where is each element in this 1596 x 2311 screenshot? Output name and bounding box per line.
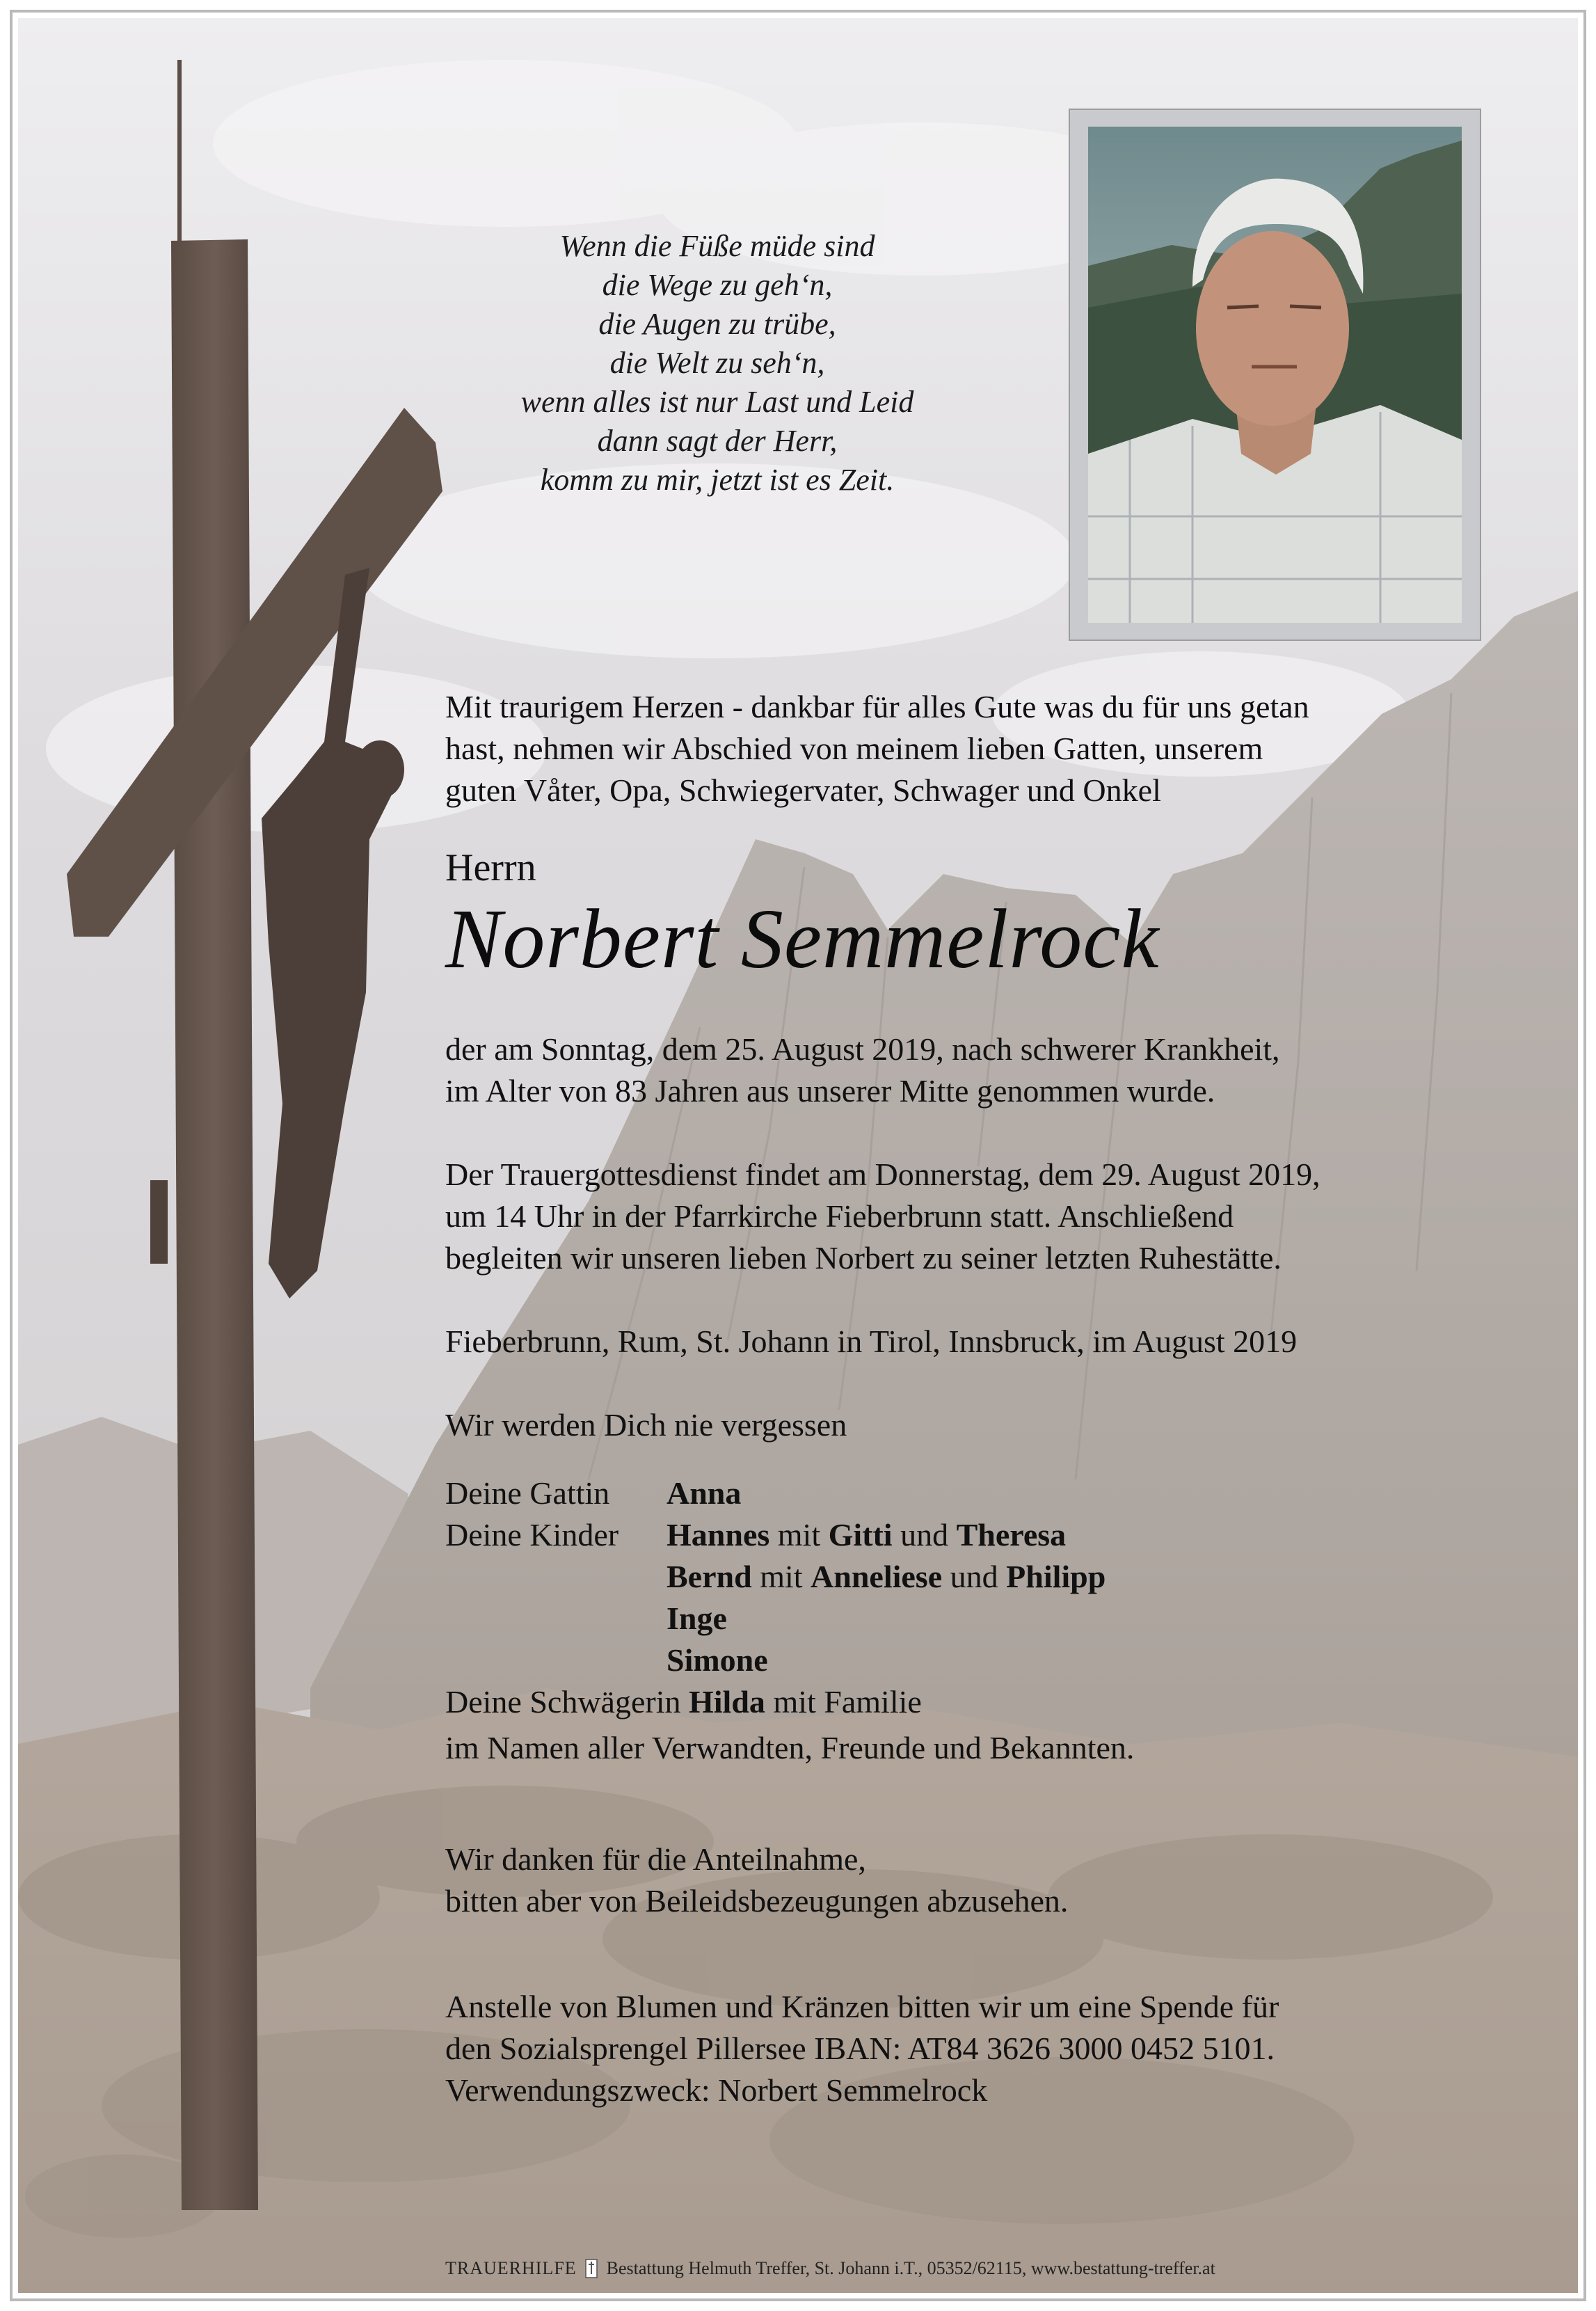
donation-note	[445, 1986, 1489, 2111]
mourners-others: im Namen aller Verwandten, Freunde und Bekannten.	[445, 1730, 1135, 1765]
funeral-logo-icon	[585, 2259, 598, 2278]
mourner-name: Anneliese	[811, 1559, 943, 1594]
mourner-entry	[667, 1514, 1489, 1556]
salutation: Herrn	[445, 846, 536, 889]
portrait-photo	[1088, 127, 1462, 623]
death-notice-line: der am Sonntag, dem 25. August 2019, nach schwerer Krankheit,	[445, 1031, 1280, 1067]
intro-paragraph	[445, 686, 1489, 811]
mourner-label-spacer	[445, 1639, 667, 1681]
poem	[404, 227, 1030, 500]
mourner-name: Theresa	[956, 1517, 1067, 1552]
obituary-text	[445, 686, 1489, 2111]
connector: mit	[777, 1517, 821, 1552]
service-line: begleiten wir unseren lieben Norbert zu seiner letzten Ruhestätte.	[445, 1240, 1282, 1276]
footer-text: Bestattung Helmuth Treffer, St. Johann i.T., 05352/62115, www.bestattung-treffer.at	[606, 2258, 1215, 2278]
thanks-line: Wir danken für die Anteilnahme,	[445, 1841, 866, 1877]
mourner-name: Anna	[667, 1475, 742, 1511]
mourner-label: Deine Gattin	[445, 1475, 610, 1511]
thanks-line: bitten aber von Beileidsbezeugungen abzusehen.	[445, 1883, 1069, 1919]
mourner-row-spouse	[445, 1472, 1489, 1514]
connector: und	[900, 1517, 949, 1552]
intro-line: Mit traurigem Herzen - dankbar für alles Gute was du für uns getan	[445, 689, 1309, 724]
mourner-suffix: mit Familie	[773, 1684, 922, 1720]
poem-line: die Wege zu geh‘n,	[602, 268, 833, 302]
service-line: um 14 Uhr in der Pfarrkirche Fieberbrunn statt. Anschließend	[445, 1198, 1234, 1234]
portrait-image	[1088, 127, 1462, 623]
mourner-name: Philipp	[1006, 1559, 1106, 1594]
death-notice-line: im Alter von 83 Jahren aus unserer Mitte genommen wurde.	[445, 1073, 1215, 1109]
mourner-row	[445, 1556, 1489, 1598]
connector: mit	[760, 1559, 803, 1594]
service-line: Der Trauergottesdienst findet am Donnerstag, dem 29. August 2019,	[445, 1157, 1320, 1192]
donation-line: Verwendungszweck: Norbert Semmelrock	[445, 2072, 988, 2108]
portrait-frame	[1069, 109, 1481, 641]
mourner-label-spacer	[445, 1556, 667, 1598]
mourner-row	[445, 1598, 1489, 1639]
mourner-name: Hannes	[667, 1517, 770, 1552]
mourner-name: Gitti	[828, 1517, 893, 1552]
mourner-label: Deine Schwägerin	[445, 1684, 681, 1720]
thanks-note	[445, 1839, 1489, 1922]
connector: und	[950, 1559, 998, 1594]
service-info	[445, 1154, 1489, 1279]
place-date: Fieberbrunn, Rum, St. Johann in Tirol, Innsbruck, im August 2019	[445, 1324, 1298, 1359]
poem-line: Wenn die Füße müde sind	[559, 229, 875, 263]
intro-line: hast, nehmen wir Abschied von meinem lieben Gatten, unserem	[445, 731, 1263, 766]
mourner-label: Deine Kinder	[445, 1517, 619, 1552]
poem-line: die Augen zu trübe,	[598, 307, 836, 341]
mourner-name: Simone	[667, 1642, 768, 1678]
poem-line: komm zu mir, jetzt ist es Zeit.	[540, 463, 895, 497]
mourner-name: Bernd	[667, 1559, 752, 1594]
deceased-name: Norbert Semmelrock	[445, 892, 1160, 986]
remembrance: Wir werden Dich nie vergessen	[445, 1407, 847, 1443]
intro-line: guten Våter, Opa, Schwiegervater, Schwager und Onkel	[445, 772, 1161, 808]
mourner-row-children	[445, 1514, 1489, 1556]
mourner-entry	[667, 1556, 1489, 1598]
poem-line: dann sagt der Herr,	[597, 424, 838, 458]
poem-line: wenn alles ist nur Last und Leid	[520, 385, 914, 419]
poem-line: die Welt zu seh‘n,	[609, 346, 825, 380]
footer	[445, 2257, 1215, 2280]
mourners-list	[445, 1472, 1489, 1769]
death-notice	[445, 1029, 1489, 1112]
mourner-label-spacer	[445, 1598, 667, 1639]
mourner-row	[445, 1639, 1489, 1681]
donation-line: Anstelle von Blumen und Kränzen bitten wir um eine Spende für	[445, 1989, 1279, 2024]
footer-brand: TRAUERHILFE	[445, 2258, 577, 2278]
mourner-row-sister-in-law	[445, 1681, 1489, 1723]
donation-line: den Sozialsprengel Pillersee IBAN: AT84 3626 3000 0452 5101.	[445, 2031, 1275, 2066]
mourner-name: Inge	[667, 1601, 727, 1636]
mourner-name: Hilda	[689, 1684, 765, 1720]
